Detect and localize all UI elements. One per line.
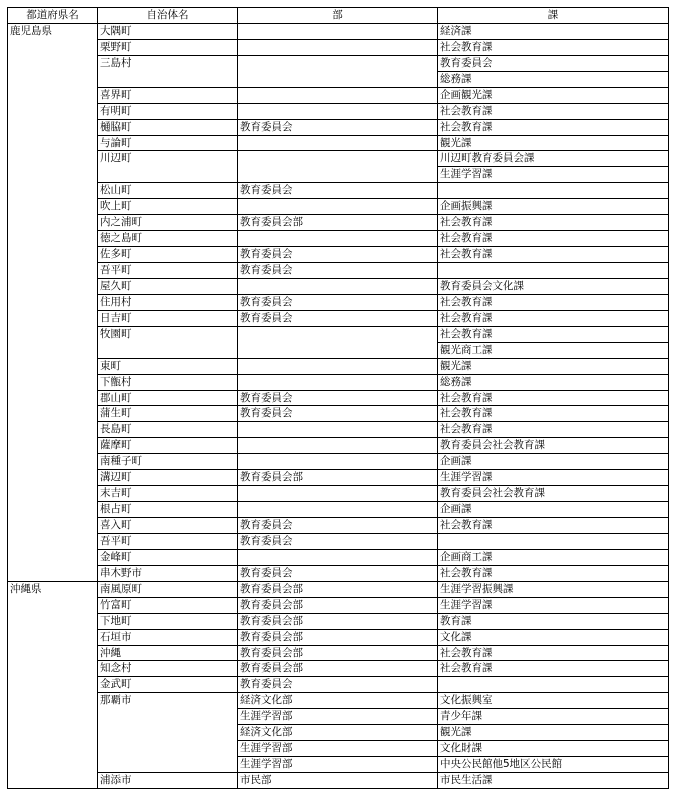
table-row [8,310,669,326]
section-cell: 生涯学習課 [438,167,669,183]
table-row [8,422,669,438]
department-cell [238,374,438,390]
table-row [8,693,669,709]
municipality-cell: 喜入町 [98,518,238,534]
municipality-cell: 吹上町 [98,199,238,215]
municipality-cell: 蒲生町 [98,406,238,422]
department-cell [238,55,438,87]
table-row [8,294,669,310]
table-row [8,55,669,71]
section-cell: 教育委員会文化課 [438,278,669,294]
section-cell: 教育委員会社会教育課 [438,486,669,502]
municipality-cell: 川辺町 [98,151,238,183]
section-cell: 青少年課 [438,709,669,725]
header-municipality: 自治体名 [98,8,238,24]
section-cell: 総務課 [438,374,669,390]
section-cell: 観光商工課 [438,342,669,358]
municipality-cell: 下甑村 [98,374,238,390]
section-cell: 教育課 [438,613,669,629]
section-cell: 中央公民館他5地区公民館 [438,757,669,773]
table-row [8,183,669,199]
table-row [8,645,669,661]
municipality-cell: 日吉町 [98,310,238,326]
municipality-cell: 栗野町 [98,39,238,55]
municipality-cell: 郡山町 [98,390,238,406]
section-cell: 社会教育課 [438,103,669,119]
department-cell: 教育委員会 [238,533,438,549]
department-cell: 教育委員会部 [238,661,438,677]
department-cell: 教育委員会部 [238,470,438,486]
municipality-cell: 末吉町 [98,486,238,502]
department-cell: 教育委員会 [238,677,438,693]
department-cell [238,151,438,183]
municipality-cell: 吾平町 [98,533,238,549]
municipality-cell: 長島町 [98,422,238,438]
table-row [8,438,669,454]
department-cell [238,199,438,215]
table-row [8,119,669,135]
section-cell: 社会教育課 [438,294,669,310]
table-row [8,597,669,613]
municipality-cell: 南種子町 [98,454,238,470]
section-cell: 社会教育課 [438,310,669,326]
table-row [8,215,669,231]
header-row [8,8,669,24]
section-cell: 社会教育課 [438,231,669,247]
table-body [8,23,669,788]
section-cell [438,263,669,279]
municipality-cell: 佐多町 [98,247,238,263]
section-cell [438,533,669,549]
section-cell: 総務課 [438,71,669,87]
department-cell [238,326,438,358]
table-row [8,135,669,151]
department-cell: 教育委員会部 [238,629,438,645]
section-cell: 社会教育課 [438,119,669,135]
municipality-cell: 南風原町 [98,581,238,597]
department-cell: 教育委員会部 [238,645,438,661]
municipality-cell: 那覇市 [98,693,238,773]
section-cell: 観光課 [438,135,669,151]
municipality-cell: 金武町 [98,677,238,693]
section-cell: 社会教育課 [438,422,669,438]
department-cell [238,87,438,103]
municipality-cell: 三島村 [98,55,238,87]
section-cell: 企画課 [438,454,669,470]
section-cell: 社会教育課 [438,247,669,263]
section-cell: 教育委員会 [438,55,669,71]
municipality-cell: 沖縄 [98,645,238,661]
section-cell: 社会教育課 [438,661,669,677]
department-cell: 教育委員会部 [238,215,438,231]
table-row [8,23,669,39]
department-cell: 教育委員会 [238,565,438,581]
municipality-cell: 屋久町 [98,278,238,294]
department-cell [238,103,438,119]
department-cell: 教育委員会 [238,518,438,534]
table-row [8,103,669,119]
section-cell: 観光課 [438,358,669,374]
table-row [8,151,669,167]
section-cell: 文化財課 [438,741,669,757]
municipality-cell: 樋脇町 [98,119,238,135]
section-cell: 企画観光課 [438,87,669,103]
department-cell [238,422,438,438]
section-cell: 生涯学習課 [438,597,669,613]
department-cell: 教育委員会 [238,406,438,422]
section-cell: 企画振興課 [438,199,669,215]
municipality-table [7,7,669,789]
department-cell: 教育委員会 [238,263,438,279]
department-cell [238,358,438,374]
municipality-cell: 串木野市 [98,565,238,581]
table-row [8,390,669,406]
municipality-cell: 牧園町 [98,326,238,358]
section-cell: 教育委員会社会教育課 [438,438,669,454]
table-row [8,326,669,342]
table-row [8,470,669,486]
section-cell [438,183,669,199]
department-cell [238,278,438,294]
municipality-cell: 松山町 [98,183,238,199]
table-row [8,87,669,103]
section-cell: 文化課 [438,629,669,645]
section-cell: 社会教育課 [438,518,669,534]
municipality-cell: 薩摩町 [98,438,238,454]
section-cell: 企画課 [438,502,669,518]
section-cell: 社会教育課 [438,39,669,55]
section-cell: 社会教育課 [438,645,669,661]
department-cell: 生涯学習部 [238,709,438,725]
municipality-cell: 石垣市 [98,629,238,645]
table-row [8,247,669,263]
section-cell [438,677,669,693]
department-cell: 経済文化部 [238,725,438,741]
section-cell: 社会教育課 [438,326,669,342]
department-cell: 教育委員会部 [238,581,438,597]
header-department: 部 [238,8,438,24]
department-cell: 教育委員会部 [238,613,438,629]
municipality-cell: 内之浦町 [98,215,238,231]
municipality-cell: 溝辺町 [98,470,238,486]
municipality-cell: 根占町 [98,502,238,518]
section-cell: 文化振興室 [438,693,669,709]
table-row [8,231,669,247]
department-cell: 生涯学習部 [238,757,438,773]
prefecture-cell: 沖縄県 [8,581,98,788]
department-cell: 経済文化部 [238,693,438,709]
department-cell [238,502,438,518]
section-cell: 企画商工課 [438,549,669,565]
municipality-cell: 与論町 [98,135,238,151]
section-cell: 社会教育課 [438,406,669,422]
table-row [8,613,669,629]
table-row [8,374,669,390]
section-cell: 社会教育課 [438,390,669,406]
department-cell [238,486,438,502]
department-cell [238,438,438,454]
header-section: 課 [438,8,669,24]
table-row [8,549,669,565]
table-row [8,565,669,581]
department-cell: 教育委員会 [238,310,438,326]
department-cell [238,231,438,247]
section-cell: 川辺町教育委員会課 [438,151,669,167]
section-cell: 観光課 [438,725,669,741]
section-cell: 社会教育課 [438,565,669,581]
municipality-cell: 知念村 [98,661,238,677]
department-cell: 教育委員会 [238,247,438,263]
table-row [8,502,669,518]
municipality-cell: 徳之島町 [98,231,238,247]
department-cell [238,454,438,470]
department-cell: 教育委員会 [238,119,438,135]
municipality-cell: 金峰町 [98,549,238,565]
department-cell: 生涯学習部 [238,741,438,757]
table-row [8,581,669,597]
section-cell: 経済課 [438,23,669,39]
department-cell [238,549,438,565]
table-row [8,773,669,789]
table-row [8,263,669,279]
department-cell [238,135,438,151]
table-row [8,661,669,677]
table-row [8,533,669,549]
department-cell: 教育委員会 [238,183,438,199]
prefecture-cell: 鹿児島県 [8,23,98,581]
section-cell: 市民生活課 [438,773,669,789]
municipality-cell: 竹富町 [98,597,238,613]
table-row [8,518,669,534]
section-cell: 社会教育課 [438,215,669,231]
department-cell: 教育委員会部 [238,597,438,613]
table-row [8,278,669,294]
department-cell: 市民部 [238,773,438,789]
section-cell: 生涯学習振興課 [438,581,669,597]
table-row [8,486,669,502]
table-row [8,358,669,374]
municipality-cell: 住用村 [98,294,238,310]
department-cell: 教育委員会 [238,294,438,310]
department-cell: 教育委員会 [238,390,438,406]
table-row [8,406,669,422]
municipality-cell: 東町 [98,358,238,374]
department-cell [238,23,438,39]
table-row [8,629,669,645]
municipality-cell: 吾平町 [98,263,238,279]
municipality-cell: 浦添市 [98,773,238,789]
section-cell: 生涯学習課 [438,470,669,486]
table-row [8,677,669,693]
table-row [8,39,669,55]
department-cell [238,39,438,55]
header-prefecture: 都道府県名 [8,8,98,24]
municipality-cell: 喜界町 [98,87,238,103]
table-row [8,454,669,470]
municipality-cell: 大隅町 [98,23,238,39]
municipality-cell: 有明町 [98,103,238,119]
table-row [8,199,669,215]
municipality-cell: 下地町 [98,613,238,629]
